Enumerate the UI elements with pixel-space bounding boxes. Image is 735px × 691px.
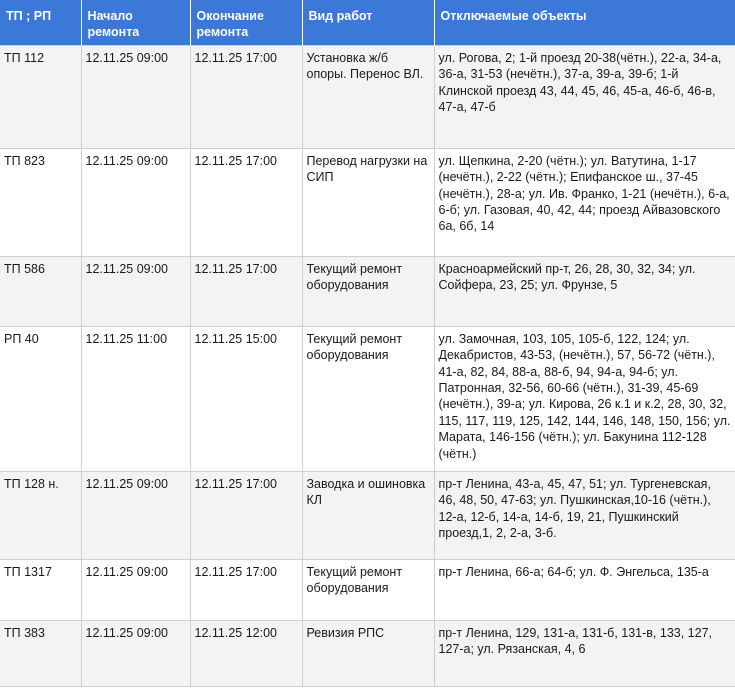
cell-affected-objects: пр-т Ленина, 43-а, 45, 47, 51; ул. Тургеневская, 46, 48, 50, 47-63; ул. Пушкинская,10-16 (чётн.), 12-а, 12-б, 14-а, 14-б, 19, 21, Пушкинский проезд,1, 2, 2-а, 3-б. [434,471,735,559]
cell-repair-start: 12.11.25 11:00 [81,326,190,471]
cell-substation: РП 40 [0,326,81,471]
table-body [0,45,735,686]
cell-substation: ТП 112 [0,45,81,148]
cell-affected-objects: Красноармейский пр-т, 26, 28, 30, 32, 34; ул. Сойфера, 23, 25; ул. Фрунзе, 5 [434,256,735,326]
cell-repair-end: 12.11.25 17:00 [190,45,302,148]
table-row [0,620,735,686]
cell-repair-start: 12.11.25 09:00 [81,620,190,686]
header-substation: ТП ; РП [0,0,81,45]
header-repair-end: Окончание ремонта [190,0,302,45]
header-work-type: Вид работ [302,0,434,45]
cell-repair-start: 12.11.25 09:00 [81,148,190,256]
cell-repair-start: 12.11.25 09:00 [81,559,190,620]
cell-work-type: Перевод нагрузки на СИП [302,148,434,256]
table-row [0,45,735,148]
cell-repair-end: 12.11.25 15:00 [190,326,302,471]
cell-substation: ТП 1317 [0,559,81,620]
table-row [0,559,735,620]
table-row [0,471,735,559]
cell-affected-objects: ул. Рогова, 2; 1-й проезд 20-38(чётн.), 22-а, 34-а, 36-а, 31-53 (нечётн.), 37-а, 39-а, 39-б; 1-й Клинской проезд 43, 44, 45, 46, 45-а, 46-б, 46-в, 47-а, 47-б [434,45,735,148]
cell-repair-end: 12.11.25 12:00 [190,620,302,686]
cell-substation: ТП 586 [0,256,81,326]
cell-work-type: Текущий ремонт оборудования [302,559,434,620]
header-row [0,0,735,45]
cell-work-type: Ревизия РПС [302,620,434,686]
cell-affected-objects: ул. Замочная, 103, 105, 105-б, 122, 124; ул. Декабристов, 43-53, (нечётн.), 57, 56-72 (чётн.), 41-а, 82, 84, 88-а, 88-б, 94, 94-а, 94-б; ул. Патронная, 32-56, 60-66 (чётн.), 31-39, 45-69 (нечётн.), 39-а; ул. Кирова, 26 к.1 и к.2, 28, 30, 32, 115, 117, 119, 125, 142, 144, 146, 148, 150, 156; ул. Марата, 146-156 (чётн.); ул. Бакунина 112-128 (чётн.) [434,326,735,471]
cell-substation: ТП 383 [0,620,81,686]
header-affected-objects: Отключаемые объекты [434,0,735,45]
header-repair-start: Начало ремонта [81,0,190,45]
table-header [0,0,735,45]
cell-repair-start: 12.11.25 09:00 [81,256,190,326]
table-row [0,148,735,256]
cell-affected-objects: пр-т Ленина, 129, 131-а, 131-б, 131-в, 133, 127, 127-а; ул. Рязанская, 4, 6 [434,620,735,686]
table-row [0,326,735,471]
cell-repair-end: 12.11.25 17:00 [190,148,302,256]
cell-work-type: Заводка и ошиновка КЛ [302,471,434,559]
table-row [0,256,735,326]
cell-affected-objects: ул. Щепкина, 2-20 (чётн.); ул. Ватутина, 1-17 (нечётн.), 2-22 (чётн.); Епифанское ш., 37-45 (нечётн.), 28-а; ул. Ив. Франко, 1-21 (нечётн.), 6-а, 6-б; ул. Газовая, 40, 42, 44; проезд Айвазовского 6а, 6б, 14 [434,148,735,256]
cell-work-type: Текущий ремонт оборудования [302,256,434,326]
cell-repair-end: 12.11.25 17:00 [190,471,302,559]
cell-substation: ТП 823 [0,148,81,256]
cell-affected-objects: пр-т Ленина, 66-а; 64-б; ул. Ф. Энгельса, 135-а [434,559,735,620]
cell-repair-start: 12.11.25 09:00 [81,45,190,148]
cell-repair-start: 12.11.25 09:00 [81,471,190,559]
cell-repair-end: 12.11.25 17:00 [190,256,302,326]
cell-substation: ТП 128 н. [0,471,81,559]
cell-work-type: Установка ж/б опоры. Перенос ВЛ. [302,45,434,148]
cell-work-type: Текущий ремонт оборудования [302,326,434,471]
cell-repair-end: 12.11.25 17:00 [190,559,302,620]
